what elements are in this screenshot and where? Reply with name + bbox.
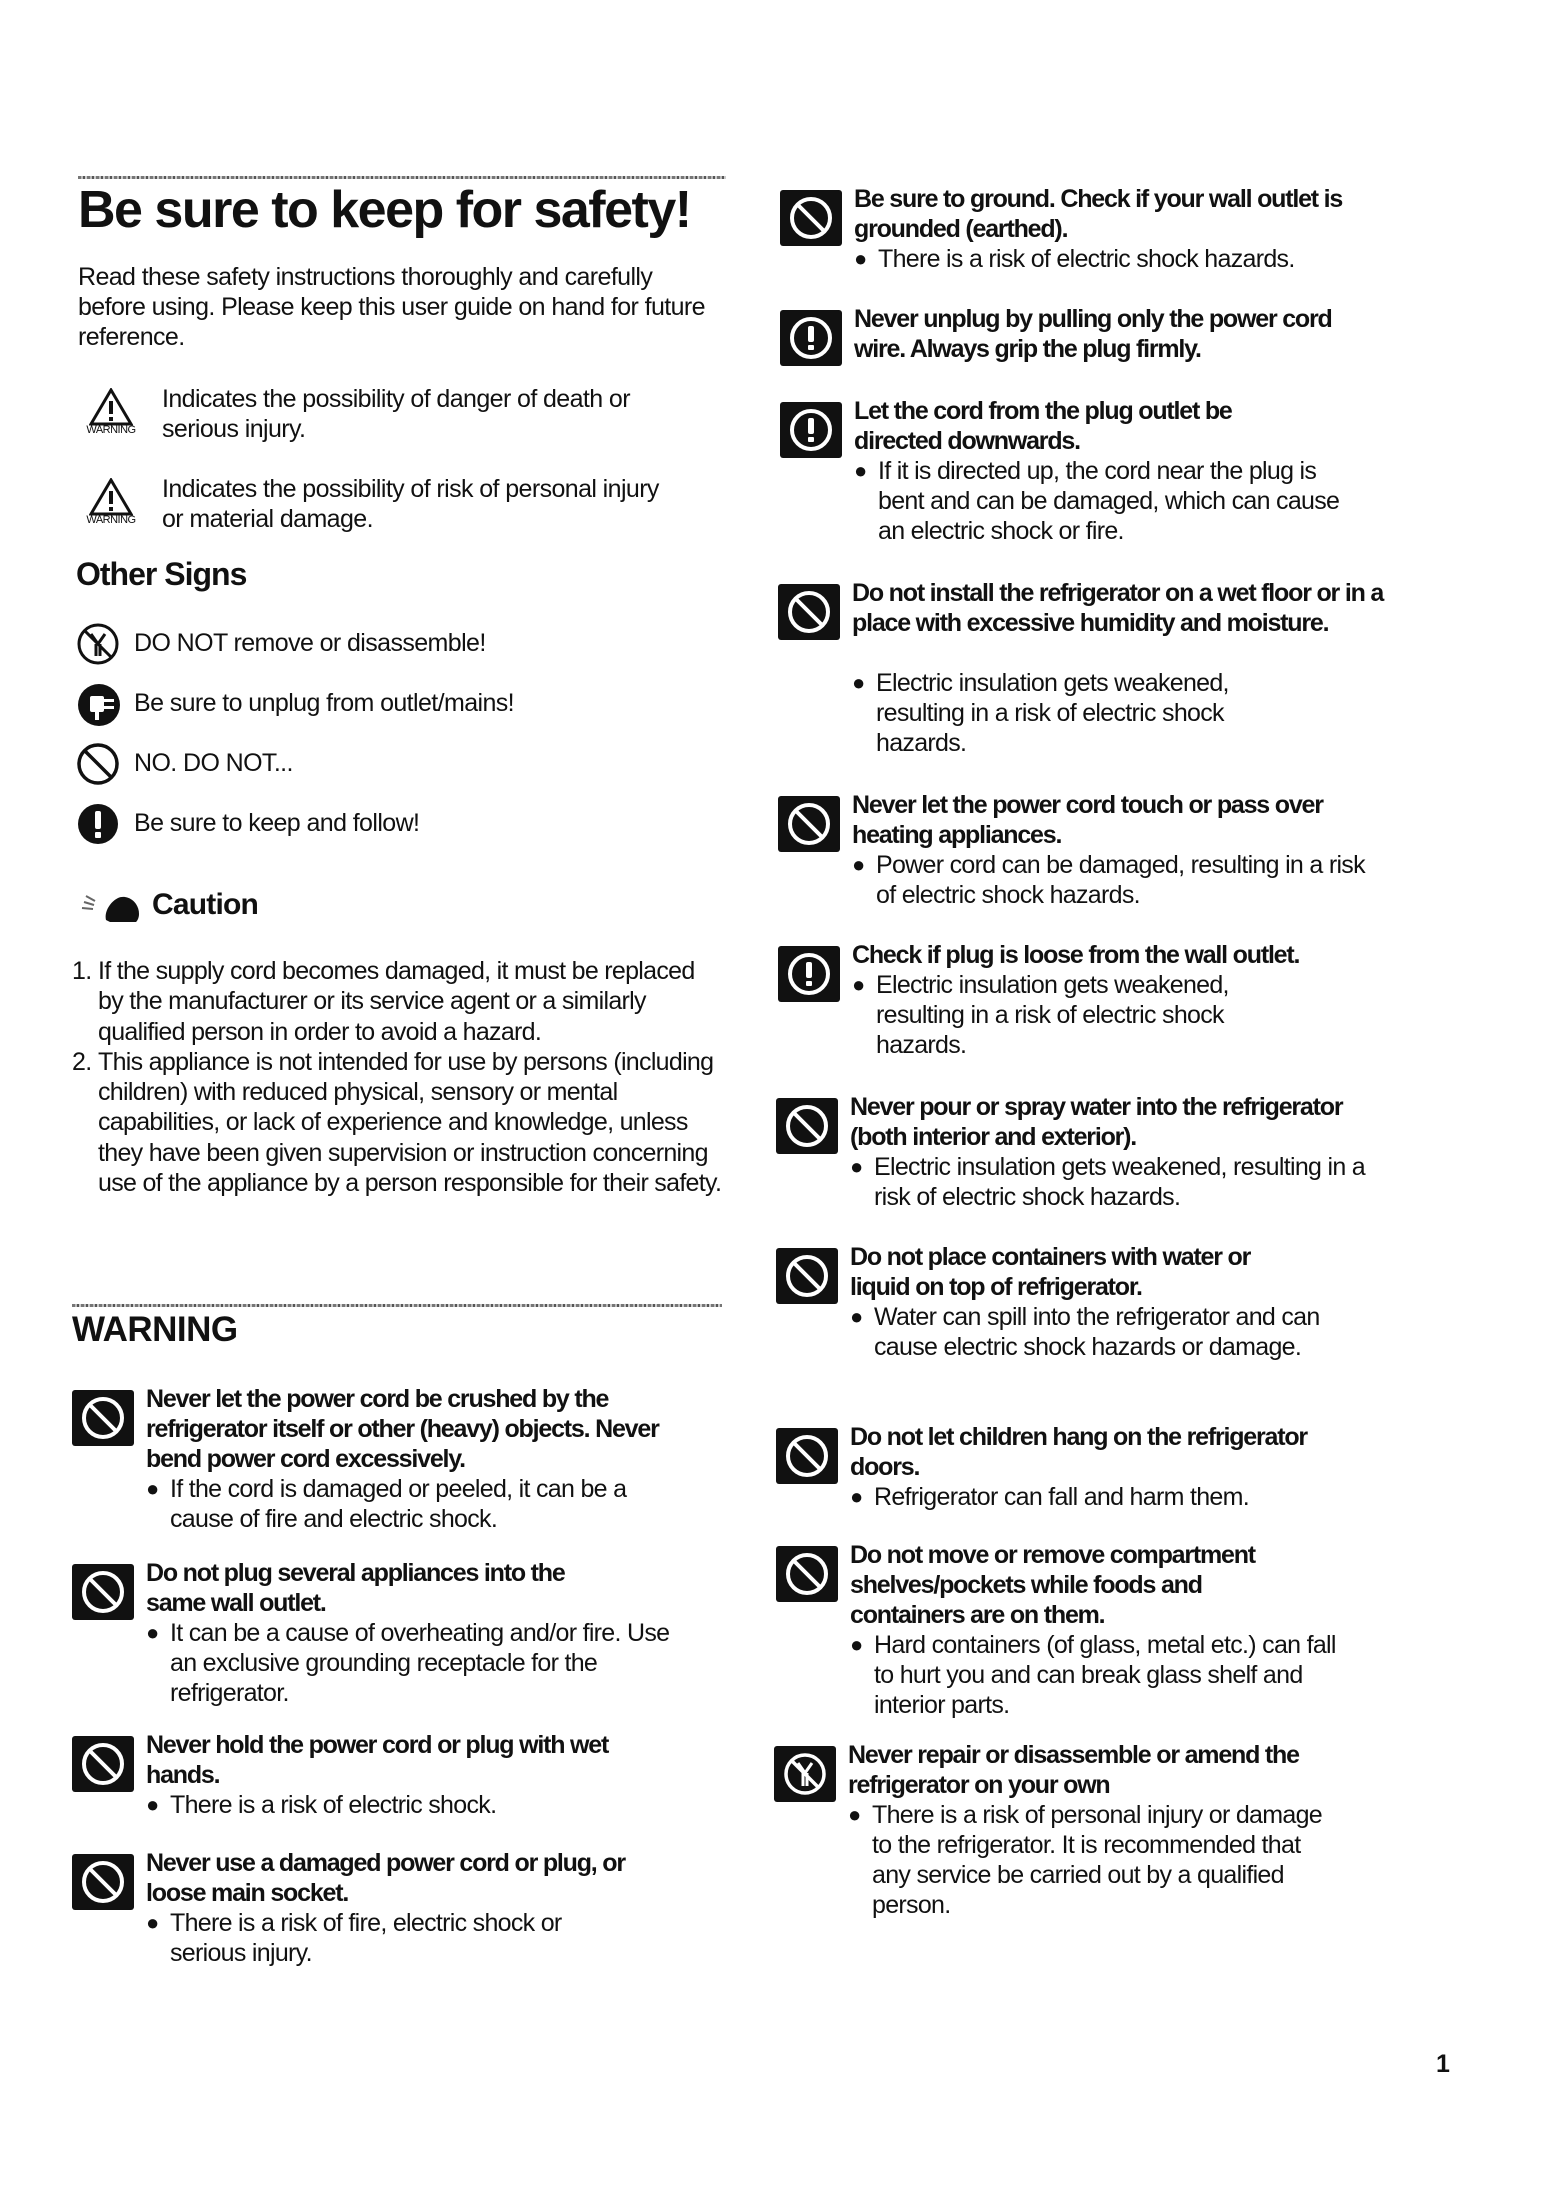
item-title: Let the cord from the plug outlet be directed downwards. — [854, 397, 1232, 455]
prohibited-icon — [76, 742, 120, 786]
title-rule — [78, 176, 726, 179]
unplug-icon — [76, 682, 122, 728]
exclamation-icon — [778, 946, 840, 1002]
item-title: Never use a damaged power cord or plug, or loose main socket. — [146, 1849, 625, 1907]
item-bullet: ● It can be a cause of overheating and/or fire. Use an exclusive grounding receptacle for the refrigerator. — [146, 1618, 670, 1708]
legend-text: Indicates the possibility of danger of death or serious injury. — [162, 385, 630, 443]
warning-rule — [72, 1304, 722, 1307]
sign-follow — [76, 802, 696, 848]
prohibited-icon — [776, 1248, 838, 1304]
item-title: Do not plug several appliances into the same wall outlet. — [146, 1559, 565, 1617]
sign-text: Be sure to keep and follow! — [134, 809, 420, 837]
page-title: Be sure to keep for safety! — [78, 181, 691, 239]
item-title: Do not install the refrigerator on a wet floor or in a place with excessive humidity and moisture. — [852, 579, 1384, 637]
item-bullet: ● Electric insulation gets weakened, resulting in a risk of electric shock hazards. — [850, 1152, 1374, 1212]
page-number: 1 — [1436, 2050, 1450, 2078]
prohibited-icon — [778, 796, 840, 852]
item-bullet: ● There is a risk of electric shock hazards. — [854, 244, 1378, 274]
item-bullet: ● Refrigerator can fall and harm them. — [850, 1482, 1374, 1512]
sign-text: Be sure to unplug from outlet/mains! — [134, 689, 514, 717]
prohibited-icon — [776, 1546, 838, 1602]
item-title: Never let the power cord be crushed by the refrigerator itself or other (heavy) objects. Never bend power cord excessively. — [146, 1385, 659, 1473]
exclamation-icon — [780, 402, 842, 458]
item-title: Never repair or disassemble or amend the refrigerator on your own — [848, 1741, 1299, 1799]
prohibited-icon — [780, 190, 842, 246]
no-disassemble-icon — [774, 1746, 836, 1802]
item-title: Do not let children hang on the refrigerator doors. — [850, 1423, 1307, 1481]
exclamation-icon — [780, 310, 842, 366]
prohibited-icon — [778, 584, 840, 640]
sign-text: DO NOT remove or disassemble! — [134, 629, 486, 657]
caution-title: Caution — [152, 888, 259, 921]
item-bullet: ● Power cord can be damaged, resulting in a risk of electric shock hazards. — [852, 850, 1376, 910]
item-bullet: ● There is a risk of electric shock. — [146, 1790, 670, 1820]
item-title: Never unplug by pulling only the power cord wire. Always grip the plug firmly. — [854, 305, 1332, 363]
prohibited-icon — [72, 1564, 134, 1620]
prohibited-icon — [72, 1854, 134, 1910]
item-bullet: ● Water can spill into the refrigerator and can cause electric shock hazards or damage. — [850, 1302, 1334, 1362]
item-bullet: ● If the cord is damaged or peeled, it can be a cause of fire and electric shock. — [146, 1474, 670, 1534]
legend-text: Indicates the possibility of risk of personal injury or material damage. — [162, 475, 659, 533]
item-bullet: ● Electric insulation gets weakened, resulting in a risk of electric shock hazards. — [852, 970, 1316, 1060]
item-title: Be sure to ground. Check if your wall outlet is grounded (earthed). — [854, 185, 1343, 243]
warning-triangle-icon — [78, 478, 144, 526]
item-title: Do not place containers with water or liquid on top of refrigerator. — [850, 1243, 1251, 1301]
prohibited-icon — [776, 1428, 838, 1484]
item-title: Check if plug is loose from the wall outlet. — [852, 941, 1300, 969]
item-bullet: ● There is a risk of personal injury or damage to the refrigerator. It is recommended that any service be carried out by a qualified person. — [848, 1800, 1342, 1920]
sign-no-disassemble — [76, 622, 696, 668]
item-title: Never pour or spray water into the refrigerator (both interior and exterior). — [850, 1093, 1343, 1151]
caution-item: 1. If the supply cord becomes damaged, it must be replaced by the manufacturer or its service agent or a similarly qualified person in order to avoid a hazard. — [72, 957, 695, 1046]
caution-hand-icon — [80, 890, 144, 924]
legend-caption: WARNING — [86, 424, 136, 436]
item-title: Never let the power cord touch or pass over heating appliances. — [852, 791, 1323, 849]
sign-prohibited — [76, 742, 696, 788]
item-title: Do not move or remove compartment shelves/pockets while foods and containers are on them. — [850, 1541, 1255, 1629]
item-bullet: ● Hard containers (of glass, metal etc.) can fall to hurt you and can break glass shelf and interior parts. — [850, 1630, 1344, 1720]
prohibited-icon — [776, 1098, 838, 1154]
caution-item: 2. This appliance is not intended for use by persons (including children) with reduced physical, sensory or mental capabilities, or lack of experience and knowledge, unless they have been given supervision or instruction concerning use of the appliance by a person responsible for their safety. — [72, 1047, 722, 1198]
warning-triangle-icon — [78, 388, 144, 436]
item-bullet: ● If it is directed up, the cord near the plug is bent and can be damaged, which can cause an electric shock or fire. — [854, 456, 1348, 546]
sign-unplug — [76, 682, 696, 728]
other-signs-heading: Other Signs — [76, 556, 247, 592]
intro-paragraph: Read these safety instructions thoroughly and carefully before using. Please keep this user guide on hand for future reference. — [78, 263, 705, 351]
warning-heading: WARNING — [72, 1310, 238, 1349]
exclamation-icon — [76, 802, 120, 846]
item-bullet: ● Electric insulation gets weakened, resulting in a risk of electric shock hazards. — [852, 668, 1316, 758]
no-disassemble-icon — [76, 622, 120, 666]
sign-text: NO. DO NOT... — [134, 749, 293, 777]
caution-list — [72, 956, 722, 1198]
prohibited-icon — [72, 1736, 134, 1792]
item-title: Never hold the power cord or plug with wet hands. — [146, 1731, 609, 1789]
prohibited-icon — [72, 1390, 134, 1446]
item-bullet: ● There is a risk of fire, electric shock or serious injury. — [146, 1908, 610, 1968]
legend-caption: WARNING — [86, 514, 136, 526]
